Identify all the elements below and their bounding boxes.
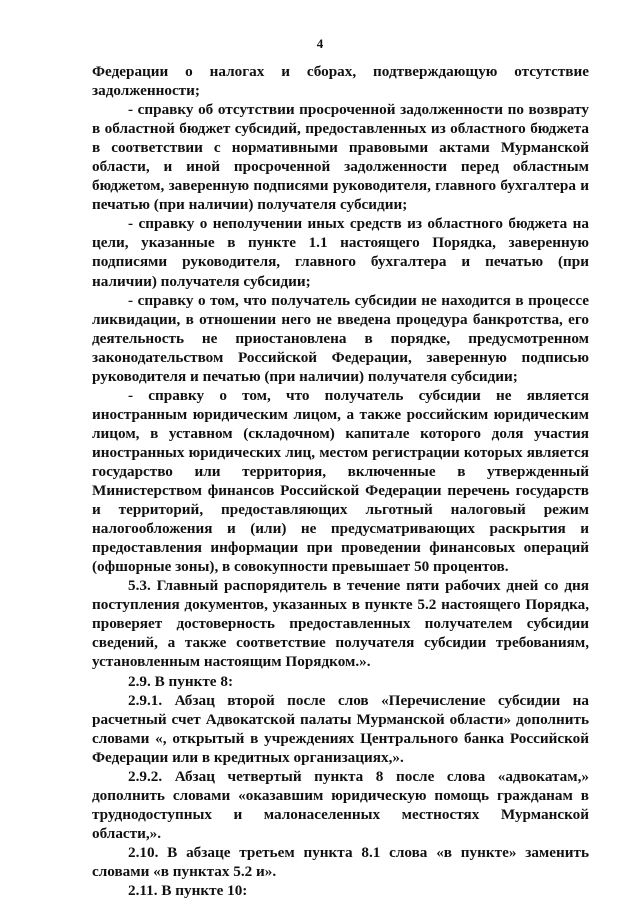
- paragraph-5-3: 5.3. Главный распорядитель в течение пяти рабочих дней со дня поступления документов, указанных в пункте 5.2 настоящего Порядка, проверяет достоверность предоставленных получателем субсидии сведений, а также соответствие получателя субсидии требованиям, установленным настоящим Порядком.».: [92, 577, 589, 671]
- paragraph-bullet-3: - справку о том, что получатель субсидии не находится в процессе ликвидации, в отношении него не введена процедура банкротства, его деятельность не приостановлена в порядке, предусмотренном законодательством Российской Федерации, заверенную подписью руководителя и печатью (при наличии) получателя субсидии;: [92, 291, 589, 385]
- page-number: 4: [316, 36, 324, 51]
- paragraph-2-9: 2.9. В пункте 8:: [128, 672, 233, 690]
- document-body: [92, 62, 589, 900]
- paragraph-bullet-4: - справку о том, что получатель субсидии не является иностранным юридическим лицом, а также российским юридическим лицом, в уставном (складочном) капитале которого доля участия иностранных юридических лиц, местом регистрации которых является государство или территория, включенные в утвержденный Министерством финансов Российской Федерации перечень государств и территорий, предоставляющих льготный налоговый режим налогообложения и (или) не предусматривающих раскрытия и предоставления информации при проведении финансовых операций (офшорные зоны), в совокупности превышает 50 процентов.: [92, 386, 589, 576]
- paragraph-continuation: Федерации о налогах и сборах, подтверждающую отсутствие задолженности;: [92, 63, 589, 100]
- paragraph-2-9-1: 2.9.1. Абзац второй после слов «Перечисление субсидии на расчетный счет Адвокатской палаты Мурманской области» дополнить словами «, открытый в учреждениях Центрального банка Российской Федерации или в кредитных организациях,».: [92, 691, 589, 766]
- paragraph-bullet-2: - справку о неполучении иных средств из областного бюджета на цели, указанные в пункте 1.1 настоящего Порядка, заверенную подписями руководителя, главного бухгалтера и печатью (при наличии) получателя субсидии;: [92, 215, 589, 290]
- paragraph-2-9-2: 2.9.2. Абзац четвертый пункта 8 после слова «адвокатам,» дополнить словами «оказавшим юридическую помощь гражданам в труднодоступных и малонаселенных местностях Мурманской области,».: [92, 767, 589, 842]
- paragraph-bullet-1: - справку об отсутствии просроченной задолженности по возврату в областной бюджет субсидий, предоставленных из областного бюджета в соответствии с нормативными правовыми актами Мурманской области, и иной просроченной задолженности перед областным бюджетом, заверенную подписями руководителя, главного бухгалтера и печатью (при наличии) получателя субсидии;: [92, 101, 589, 214]
- paragraph-2-10: 2.10. В абзаце третьем пункта 8.1 слова «в пункте» заменить словами «в пунктах 5.2 и».: [92, 843, 589, 880]
- paragraph-2-11: 2.11. В пункте 10:: [128, 882, 248, 900]
